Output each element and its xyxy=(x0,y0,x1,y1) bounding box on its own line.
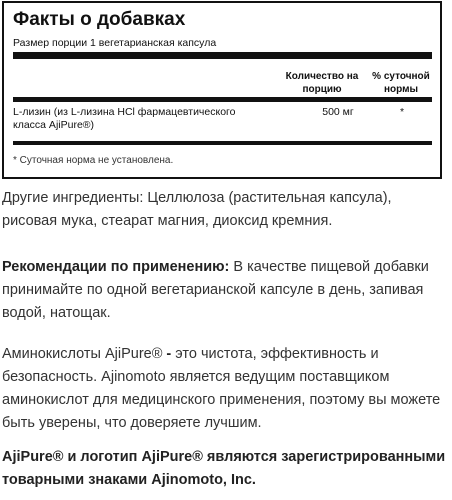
supplement-facts-panel xyxy=(2,1,442,179)
ingredient-daily-value: * xyxy=(399,106,405,118)
trademark-text: AjiPure® и логотип AjiPure® являются зарегистрированными товарными знаками Ajinomoto, Inc. xyxy=(2,449,446,488)
usage-paragraph xyxy=(2,256,448,325)
header-divider xyxy=(13,97,432,102)
trademark-paragraph xyxy=(2,446,448,492)
ajipure-dash: - xyxy=(162,346,176,362)
other-ingredients: Другие ингредиенты: Целлюлоза (растительная капсула), рисовая мука, стеарат магния, диоксид кремния. xyxy=(2,190,392,229)
thick-divider xyxy=(13,52,432,59)
ajipure-rest: это чистота, эффективность и безопасность. Ajinomoto является ведущим поставщиком аминокислот для медицинского применения, поэтому вы можете быть уверены, что доверяете лучшим. xyxy=(2,346,441,431)
daily-value-column-header: % суточной нормы xyxy=(372,71,430,95)
ingredient-name: L-лизин (из L-лизина HCl фармацевтического класса AjiPure®) xyxy=(13,106,236,131)
ajipure-start: Аминокислоты AjiPure® xyxy=(2,346,163,362)
ajipure-paragraph xyxy=(2,343,448,435)
facts-title: Факты о добавках xyxy=(13,9,186,30)
bottom-divider xyxy=(13,141,432,145)
usage-text: В качестве пищевой добавки принимайте по одной вегетарианской капсуле в день, запивая водой, натощак. xyxy=(2,259,429,321)
usage-label: Рекомендации по применению: xyxy=(2,259,230,275)
serving-size: Размер порции 1 вегетарианская капсула xyxy=(13,37,217,49)
ingredient-amount: 500 мг xyxy=(322,106,354,118)
footnote: * Суточная норма не установлена. xyxy=(13,155,174,166)
amount-column-header: Количество на порцию xyxy=(285,71,359,95)
